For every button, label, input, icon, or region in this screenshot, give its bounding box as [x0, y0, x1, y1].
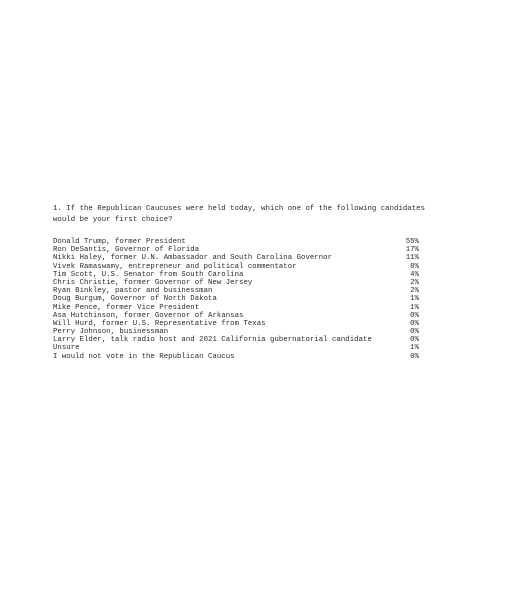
result-label: Larry Elder, talk radio host and 2021 California gubernatorial candidate — [53, 336, 372, 345]
result-label: Mike Pence, former Vice President — [53, 303, 200, 312]
result-label: Will Hurd, former U.S. Representative from Texas — [53, 319, 266, 328]
result-row-desantis — [53, 246, 419, 254]
result-row-johnson — [53, 328, 419, 336]
result-row-trump — [53, 238, 419, 246]
result-label: Ron DeSantis, Governor of Florida — [53, 246, 200, 255]
question-text — [53, 204, 473, 226]
result-value: 4% — [410, 270, 419, 279]
result-label: Nikki Haley, former U.N. Ambassador and South Carolina Governor — [53, 254, 333, 263]
result-label: Donald Trump, former President — [53, 238, 186, 246]
result-value: 0% — [410, 336, 419, 345]
result-value: 1% — [410, 303, 419, 312]
result-value: 2% — [410, 287, 419, 296]
result-label: I would not vote in the Republican Caucus — [53, 352, 235, 361]
result-label: Ryan Binkley, pastor and businessman — [53, 287, 213, 296]
result-row-binkley — [53, 287, 419, 295]
result-value: 1% — [410, 295, 419, 304]
result-value: 0% — [410, 352, 419, 361]
result-label: Unsure — [53, 344, 80, 353]
result-value: 2% — [410, 278, 419, 287]
result-label: Vivek Ramaswamy, entrepreneur and political commentator — [53, 262, 297, 271]
result-row-hurd — [53, 320, 419, 328]
results-list — [53, 238, 419, 361]
result-row-hutchinson — [53, 312, 419, 320]
result-row-elder — [53, 336, 419, 344]
result-value: 11% — [405, 254, 419, 263]
result-value: 0% — [410, 328, 419, 337]
result-value: 0% — [410, 311, 419, 320]
result-row-haley — [53, 254, 419, 262]
result-value: 55% — [405, 238, 419, 246]
result-row-burgum — [53, 295, 419, 303]
result-row-ramaswamy — [53, 263, 419, 271]
result-label: Perry Johnson, businessman — [53, 328, 169, 337]
result-row-pence — [53, 304, 419, 312]
result-label: Tim Scott, U.S. Senator from South Carolina — [53, 270, 244, 279]
question-line-1: 1. If the Republican Caucuses were held today, which one of the following candidates — [53, 205, 426, 213]
result-row-scott — [53, 271, 419, 279]
result-row-christie — [53, 279, 419, 287]
result-row-would-not-vote — [53, 353, 419, 361]
result-label: Chris Christie, former Governor of New Jersey — [53, 278, 253, 287]
result-label: Doug Burgum, Governor of North Dakota — [53, 295, 217, 304]
result-value: 1% — [410, 344, 419, 353]
result-value: 8% — [410, 262, 419, 271]
question-line-2: would be your first choice? — [53, 216, 173, 224]
result-row-unsure — [53, 344, 419, 352]
result-label: Asa Hutchinson, former Governor of Arkansas — [53, 311, 244, 320]
result-value: 17% — [405, 246, 419, 255]
result-value: 0% — [410, 319, 419, 328]
